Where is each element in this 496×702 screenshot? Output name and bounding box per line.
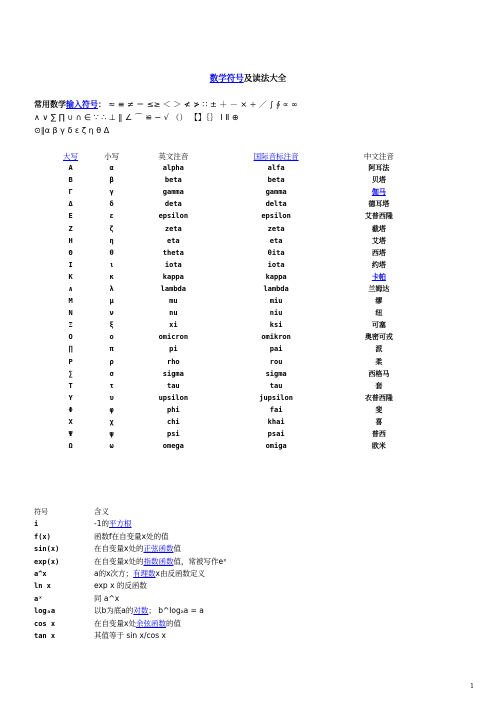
meaning-text: a的x次方； bbox=[94, 569, 134, 579]
lower-letter: ζ bbox=[109, 224, 114, 233]
lower-letter: δ bbox=[109, 200, 114, 209]
meaning-row bbox=[34, 531, 474, 543]
table-row bbox=[50, 319, 420, 331]
symbol-cell: i bbox=[34, 520, 39, 529]
chinese-name: 约塔 bbox=[371, 260, 386, 269]
upper-letter: Γ bbox=[68, 188, 73, 197]
table-row bbox=[50, 307, 420, 319]
lower-letter: θ bbox=[109, 248, 114, 257]
meaning-row bbox=[34, 593, 474, 605]
symbol-cell: aˣ bbox=[34, 594, 43, 603]
table-row bbox=[50, 259, 420, 271]
lower-letter: ι bbox=[109, 260, 114, 269]
meaning-row bbox=[34, 543, 474, 555]
table-row bbox=[50, 331, 420, 343]
meaning-link[interactable]: 对数 bbox=[133, 606, 149, 616]
upper-letter: Ν bbox=[68, 309, 73, 318]
chinese-name: 西塔 bbox=[371, 248, 386, 257]
intro-colon: ： bbox=[98, 100, 106, 109]
header-uppercase[interactable]: 大写 bbox=[63, 151, 79, 161]
lower-letter: α bbox=[109, 164, 114, 173]
header-english: 英文注音 bbox=[158, 151, 189, 161]
table-row bbox=[50, 380, 420, 392]
table-row bbox=[50, 174, 420, 186]
lower-letter: φ bbox=[109, 405, 114, 414]
table-row bbox=[50, 283, 420, 295]
meaning-cell bbox=[94, 518, 131, 530]
english-name: phi bbox=[167, 405, 180, 414]
ipa-name: eta bbox=[269, 236, 283, 245]
table-row bbox=[50, 186, 420, 198]
english-name: sigma bbox=[162, 369, 184, 378]
header-ipa[interactable]: 国际音标注音 bbox=[253, 151, 299, 161]
chinese-name: 欧米 bbox=[371, 442, 386, 451]
english-name: deta bbox=[164, 200, 182, 209]
meaning-text-suffix: 值 bbox=[173, 544, 181, 554]
lower-letter: σ bbox=[109, 369, 114, 378]
lower-letter: η bbox=[109, 236, 114, 245]
meaning-cell bbox=[94, 630, 166, 642]
title-link[interactable]: 数学符号 bbox=[209, 74, 244, 84]
meaning-text-suffix: 值，常被写作eˣ bbox=[173, 556, 227, 566]
chinese-name: 纽 bbox=[375, 309, 383, 318]
table-row bbox=[50, 404, 420, 416]
chinese-name: 套 bbox=[375, 381, 383, 390]
chinese-name: 斐 bbox=[375, 405, 383, 414]
upper-letter: ∑ bbox=[68, 369, 73, 378]
lower-letter: υ bbox=[109, 393, 114, 402]
table-row bbox=[50, 368, 420, 380]
chinese-name: 柔 bbox=[375, 357, 383, 366]
symbol-cell: tan x bbox=[34, 632, 56, 641]
upper-letter: Α bbox=[68, 164, 73, 173]
ipa-name: beta bbox=[267, 176, 285, 185]
lower-letter: ω bbox=[109, 442, 114, 451]
chinese-name: 普西 bbox=[371, 430, 386, 439]
symbol-list-1: ≈ ≡ ≠ ＝ ≤≥ ＜ ＞ ≮ ≯ ∷ ± ＋ － × ÷ ／ ∫ ∮ ∝ ∞ bbox=[108, 100, 298, 109]
upper-letter: ∏ bbox=[68, 345, 73, 354]
meaning-cell bbox=[94, 605, 204, 617]
chinese-name: 可塞 bbox=[371, 321, 386, 330]
meaning-cell bbox=[94, 543, 181, 555]
upper-letter: Χ bbox=[68, 418, 73, 427]
table-row bbox=[50, 356, 420, 368]
symbol-meaning-list bbox=[34, 506, 474, 642]
ipa-name: pai bbox=[269, 345, 283, 354]
english-name: eta bbox=[167, 236, 180, 245]
table-header-row bbox=[50, 150, 420, 162]
meaning-link[interactable]: 有理数 bbox=[133, 569, 156, 579]
symbol-cell: cos x bbox=[34, 619, 56, 628]
page-number: 1 bbox=[470, 683, 474, 690]
english-name: rho bbox=[167, 357, 180, 366]
chinese-name: 喜 bbox=[375, 418, 383, 427]
input-symbols-link[interactable]: 输入符号 bbox=[66, 100, 98, 109]
ipa-name: khai bbox=[267, 418, 285, 427]
upper-letter: Ε bbox=[68, 212, 73, 221]
upper-letter: ∧ bbox=[68, 284, 73, 293]
symbol-cell: ln x bbox=[34, 582, 51, 591]
lower-letter: γ bbox=[109, 188, 114, 197]
symbol-cell: sin(x) bbox=[34, 545, 60, 554]
table-row bbox=[50, 162, 420, 174]
meaning-text: -1的 bbox=[94, 519, 109, 529]
chinese-name: 西格马 bbox=[368, 369, 390, 378]
upper-letter: Φ bbox=[68, 405, 73, 414]
table-row bbox=[50, 271, 420, 283]
intro-line-1 bbox=[34, 98, 474, 111]
meaning-link[interactable]: 平方根 bbox=[108, 519, 132, 529]
lower-letter: ρ bbox=[109, 357, 114, 366]
upper-letter: Ψ bbox=[68, 430, 73, 439]
upper-letter: Β bbox=[68, 176, 73, 185]
chinese-name: 德耳塔 bbox=[368, 200, 390, 209]
chinese-name: 艾普西隆 bbox=[364, 212, 393, 221]
lower-letter: π bbox=[109, 345, 114, 354]
upper-letter: Ο bbox=[68, 333, 73, 342]
symbol-list-2: ∧ ∨ ∑ ∏ ∪ ∩ ∈ ∵ ∴ ⊥ ‖ ∠ ⌒ ≌ ∽ √ （） 【】｛｝ Ⅰ Ⅱ ⊕ bbox=[34, 113, 239, 122]
english-name: kappa bbox=[162, 272, 184, 281]
meaning-header-symbol: 符号 bbox=[34, 508, 48, 516]
meaning-cell bbox=[94, 618, 181, 630]
lower-letter: ε bbox=[109, 212, 114, 221]
table-row bbox=[50, 295, 420, 307]
table-row bbox=[50, 440, 420, 452]
ipa-name: zeta bbox=[267, 224, 285, 233]
meaning-text-suffix: x由反函数定义 bbox=[155, 569, 205, 579]
symbol-cell: exp(x) bbox=[34, 557, 60, 566]
upper-letter: Θ bbox=[68, 248, 73, 257]
upper-letter: Τ bbox=[68, 381, 73, 390]
table-row bbox=[50, 222, 420, 234]
meaning-text: exp x 的反函数 bbox=[94, 581, 147, 591]
ipa-name: fai bbox=[269, 405, 283, 414]
chinese-name: 阿耳法 bbox=[368, 164, 390, 173]
lower-letter: ψ bbox=[109, 430, 114, 439]
meaning-cell bbox=[94, 556, 226, 568]
english-name: alpha bbox=[162, 164, 184, 173]
upper-letter: Ρ bbox=[68, 357, 73, 366]
english-name: tau bbox=[167, 381, 180, 390]
english-name: chi bbox=[167, 418, 180, 427]
lower-letter: μ bbox=[109, 297, 114, 306]
symbol-intro bbox=[34, 98, 474, 137]
upper-letter: Δ bbox=[68, 200, 73, 209]
meaning-row bbox=[34, 556, 474, 568]
english-name: mu bbox=[169, 297, 178, 306]
table-row bbox=[50, 392, 420, 404]
english-name: psi bbox=[167, 430, 180, 439]
lower-letter: χ bbox=[109, 418, 114, 427]
english-name: nu bbox=[169, 309, 178, 318]
english-name: omicron bbox=[158, 333, 189, 342]
meaning-text-suffix: ； b^logₐa = a bbox=[148, 606, 204, 616]
intro-prefix: 常用数学 bbox=[34, 100, 66, 109]
meaning-text: 在自变量x处的 bbox=[94, 544, 144, 554]
ipa-name: rou bbox=[269, 357, 283, 366]
meaning-text: 以b为底a的 bbox=[94, 606, 134, 616]
meaning-cell bbox=[94, 580, 147, 592]
header-chinese: 中文注音 bbox=[363, 151, 394, 161]
chinese-name: 衣普西隆 bbox=[364, 393, 393, 402]
meaning-link[interactable]: 指数函数 bbox=[143, 556, 174, 566]
ipa-name: niu bbox=[269, 309, 283, 318]
lower-letter: ξ bbox=[109, 321, 114, 330]
lower-letter: β bbox=[109, 176, 114, 185]
meaning-text: 同 a^x bbox=[94, 593, 120, 603]
chinese-name: 派 bbox=[375, 345, 383, 354]
meaning-cell bbox=[94, 531, 169, 543]
upper-letter: Ω bbox=[68, 442, 73, 451]
english-name: zeta bbox=[164, 224, 182, 233]
ipa-name: psai bbox=[267, 430, 285, 439]
ipa-name: gamma bbox=[265, 188, 287, 197]
english-name: lambda bbox=[160, 284, 186, 293]
english-name: iota bbox=[164, 260, 182, 269]
table-row bbox=[50, 343, 420, 355]
table-row bbox=[50, 416, 420, 428]
meaning-header-meaning: 含义 bbox=[94, 507, 109, 516]
meaning-header-row bbox=[34, 506, 474, 518]
symbol-cell: logₐa bbox=[34, 607, 56, 616]
table-row bbox=[50, 210, 420, 222]
meaning-text: 函数f在自变量x处的值 bbox=[94, 531, 169, 541]
meaning-cell bbox=[94, 568, 205, 580]
upper-letter: Η bbox=[68, 236, 73, 245]
ipa-name: kappa bbox=[265, 272, 287, 281]
meaning-row bbox=[34, 605, 474, 617]
chinese-name: 兰姆达 bbox=[368, 284, 390, 293]
upper-letter: Υ bbox=[68, 393, 73, 402]
meaning-row bbox=[34, 618, 474, 630]
ipa-name: omiga bbox=[265, 442, 287, 451]
ipa-name: sigma bbox=[265, 369, 287, 378]
meaning-link[interactable]: 余弦函数 bbox=[135, 618, 166, 628]
chinese-name: 截塔 bbox=[371, 224, 386, 233]
table-row bbox=[50, 235, 420, 247]
english-name: xi bbox=[169, 321, 178, 330]
symbol-cell: f(x) bbox=[34, 532, 51, 541]
upper-letter: Ξ bbox=[68, 321, 73, 330]
english-name: gamma bbox=[162, 188, 184, 197]
ipa-name: ksi bbox=[269, 321, 283, 330]
english-name: epsilon bbox=[158, 212, 189, 221]
page-title bbox=[0, 72, 496, 84]
upper-letter: Ι bbox=[68, 260, 73, 269]
ipa-name: epsilon bbox=[261, 212, 291, 221]
upper-letter: Ζ bbox=[68, 224, 73, 233]
lower-letter: τ bbox=[109, 381, 114, 390]
chinese-name: 奥密可戎 bbox=[364, 333, 393, 342]
lower-letter: ν bbox=[109, 309, 114, 318]
meaning-text-suffix: 的值 bbox=[165, 618, 181, 628]
meaning-cell bbox=[94, 593, 119, 605]
meaning-text: 其值等于 sin x/cos x bbox=[94, 631, 166, 641]
chinese-name[interactable]: 伽马 bbox=[371, 188, 386, 197]
symbol-list-3: ⊙∥α β γ δ ε ζ η θ Δ bbox=[34, 126, 110, 135]
ipa-name: θita bbox=[267, 248, 285, 257]
ipa-name: iota bbox=[267, 260, 285, 269]
meaning-row bbox=[34, 518, 474, 530]
table-row bbox=[50, 428, 420, 440]
ipa-name: lambda bbox=[263, 284, 289, 293]
english-name: omega bbox=[162, 442, 184, 451]
table-row bbox=[50, 198, 420, 210]
meaning-row bbox=[34, 630, 474, 642]
header-lowercase: 小写 bbox=[104, 151, 120, 161]
upper-letter: Μ bbox=[68, 297, 73, 306]
ipa-name: tau bbox=[269, 381, 283, 390]
lower-letter: κ bbox=[109, 272, 114, 281]
chinese-name: 艾塔 bbox=[371, 236, 386, 245]
symbol-cell: a^x bbox=[34, 570, 47, 579]
english-name: upsilon bbox=[158, 393, 189, 402]
chinese-name: 贝塔 bbox=[371, 176, 386, 185]
greek-alphabet-table bbox=[50, 150, 420, 452]
english-name: theta bbox=[162, 248, 184, 257]
chinese-name: 缪 bbox=[375, 297, 383, 306]
meaning-text: 在自变量x处 bbox=[94, 618, 136, 628]
table-row bbox=[50, 247, 420, 259]
ipa-name: omikron bbox=[261, 333, 291, 342]
meaning-row bbox=[34, 568, 474, 580]
meaning-link[interactable]: 正弦函数 bbox=[143, 544, 174, 554]
upper-letter: Κ bbox=[68, 272, 73, 281]
english-name: beta bbox=[164, 176, 182, 185]
ipa-name: jupsilon bbox=[259, 393, 293, 402]
lower-letter: ο bbox=[109, 333, 114, 342]
meaning-row bbox=[34, 580, 474, 592]
english-name: pi bbox=[169, 345, 178, 354]
lower-letter: λ bbox=[109, 284, 114, 293]
ipa-name: delta bbox=[265, 200, 287, 209]
meaning-text: 在自变量x处的 bbox=[94, 556, 144, 566]
ipa-name: miu bbox=[269, 297, 283, 306]
chinese-name[interactable]: 卡帕 bbox=[371, 272, 386, 281]
title-text: 及读法大全 bbox=[243, 74, 287, 84]
ipa-name: alfa bbox=[267, 164, 285, 173]
